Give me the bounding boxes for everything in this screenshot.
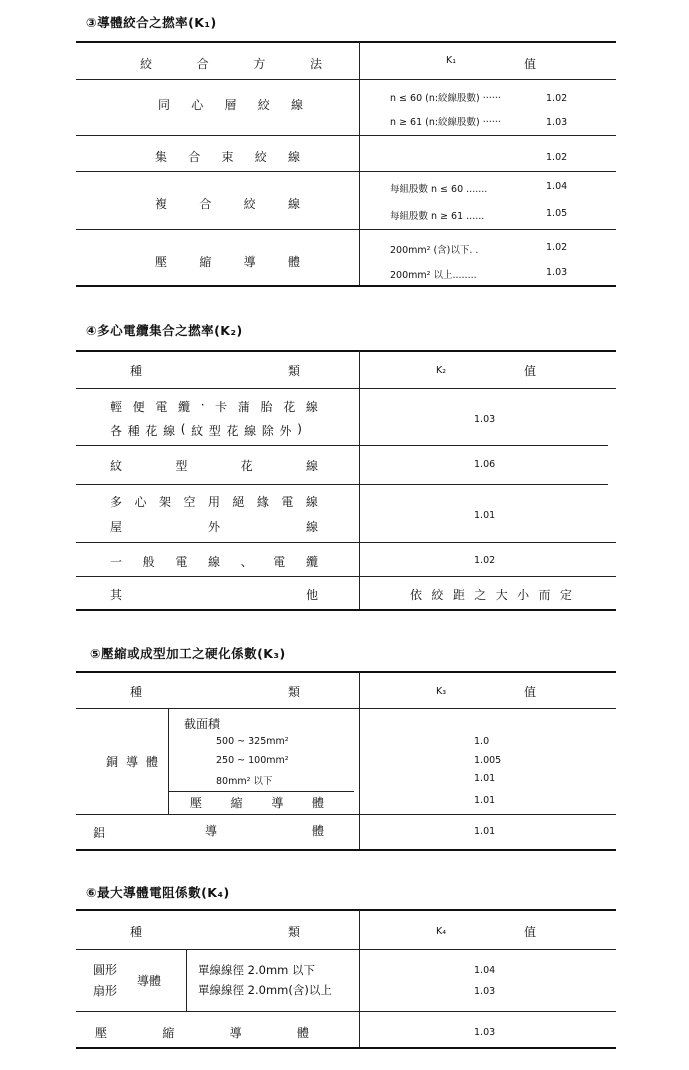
table2-header-value: 值 bbox=[524, 364, 537, 378]
table2-row5-val: 依 絞 距 之 大 小 而 定 bbox=[410, 588, 572, 602]
table1-row-rule bbox=[76, 171, 616, 172]
table3-compressed-label: 壓 縮 導 體 bbox=[190, 796, 324, 810]
table2-title: ④多心電纜集合之撚率(K₂) bbox=[86, 323, 243, 338]
table3-aluminum-val: 1.01 bbox=[474, 826, 496, 837]
table3-title: ⑤壓縮或成型加工之硬化係數(K₃) bbox=[90, 646, 286, 661]
table3-sub2-label: 250 ~ 100mm² bbox=[216, 755, 289, 766]
table1-header-value: 值 bbox=[524, 57, 537, 71]
table2-row2-val: 1.06 bbox=[474, 459, 496, 470]
table1-row2-val: 1.02 bbox=[546, 152, 568, 163]
table3-bottom-rule bbox=[76, 849, 616, 851]
table1-bottom-rule bbox=[76, 285, 616, 287]
table2-row3-kind1: 多 心 架 空 用 絕 緣 電 線 bbox=[110, 495, 318, 509]
table2-header-kind-b: 類 bbox=[288, 364, 301, 378]
table3-sub-divider bbox=[168, 709, 169, 815]
table4-conductor-label: 導體 bbox=[137, 974, 162, 988]
table2-header-kind-a: 種 bbox=[130, 364, 143, 378]
table1-top-rule bbox=[76, 41, 616, 43]
table1-row4-name: 壓 縮 導 體 bbox=[155, 255, 300, 269]
table2-row-rule bbox=[76, 484, 608, 485]
table3-header-kind-a: 種 bbox=[130, 685, 143, 699]
table2-column-divider bbox=[359, 351, 360, 610]
table1-row3-name: 複 合 絞 線 bbox=[155, 197, 300, 211]
table4-sub2-label: 單線線徑 2.0mm(含)以上 bbox=[198, 983, 332, 997]
table1-row1-val1: 1.02 bbox=[546, 93, 568, 104]
table3-aluminum-a: 鋁 bbox=[93, 826, 106, 840]
table2-row5-kind: 其 他 bbox=[110, 588, 318, 602]
table2-row2-kind: 紋 型 花 線 bbox=[110, 459, 318, 473]
table1-title: ③導體絞合之撚率(K₁) bbox=[86, 15, 217, 30]
table3-aluminum-b: 導 bbox=[205, 824, 218, 838]
table4-header-kind-b: 類 bbox=[288, 925, 301, 939]
table3-sub2-val: 1.005 bbox=[474, 755, 502, 766]
table4-round-label: 圓形 bbox=[93, 963, 118, 977]
table1-row-rule bbox=[76, 135, 616, 136]
table1-header-method: 絞 合 方 法 bbox=[140, 57, 322, 71]
table2-row1-kind2: 各 種 花 線 ( 紋 型 花 線 除 外 ) bbox=[110, 422, 302, 438]
table2-row4-val: 1.02 bbox=[474, 555, 496, 566]
table2-row1-val: 1.03 bbox=[474, 414, 496, 425]
table4-sub1-label: 單線線徑 2.0mm 以下 bbox=[198, 963, 316, 977]
table4-compressed-val: 1.03 bbox=[474, 1027, 496, 1038]
table1-row2-name: 集 合 束 絞 線 bbox=[155, 150, 300, 164]
table3-copper-label: 銅 導 體 bbox=[106, 755, 158, 769]
table4-sub1-val: 1.04 bbox=[474, 965, 496, 976]
table1-header-k: K₁ bbox=[446, 55, 457, 66]
table3-compressed-val: 1.01 bbox=[474, 795, 496, 806]
table2-row3-val: 1.01 bbox=[474, 510, 496, 521]
table3-header-k: K₃ bbox=[436, 686, 447, 697]
table3-sub1-val: 1.0 bbox=[474, 736, 490, 747]
table2-row1-kind1: 輕 便 電 纜 · 卡 蒲 胎 花 線 bbox=[110, 398, 318, 414]
table3-header-kind-b: 類 bbox=[288, 685, 301, 699]
table4-header-value: 值 bbox=[524, 925, 537, 939]
table1-row3-cond1: 每組股數 n ≤ 60 ....... bbox=[390, 184, 488, 195]
table3-sub-rule bbox=[168, 791, 354, 792]
table1-row1-val2: 1.03 bbox=[546, 117, 568, 128]
table4-header-k: K₄ bbox=[436, 926, 447, 937]
table4-row-rule bbox=[76, 1011, 616, 1012]
table2-top-rule bbox=[76, 350, 616, 352]
table3-sub3-val: 1.01 bbox=[474, 773, 496, 784]
table1-row1-name: 同 心 層 絞 線 bbox=[158, 98, 303, 112]
table3-row-rule bbox=[76, 814, 616, 815]
table4-sector-label: 扇形 bbox=[93, 984, 118, 998]
table1-row3-val1: 1.04 bbox=[546, 181, 568, 192]
table4-header-kind-a: 種 bbox=[130, 925, 143, 939]
table1-row4-val2: 1.03 bbox=[546, 267, 568, 278]
table3-header-value: 值 bbox=[524, 685, 537, 699]
table1-row4-val1: 1.02 bbox=[546, 242, 568, 253]
table4-title: ⑥最大導體電阻係數(K₄) bbox=[86, 885, 230, 900]
table2-header-k: K₂ bbox=[436, 365, 447, 376]
table2-header-rule bbox=[76, 388, 616, 389]
table2-row-rule bbox=[76, 542, 616, 543]
table4-sub-divider bbox=[186, 950, 187, 1011]
table3-column-divider bbox=[359, 672, 360, 850]
table2-row4-kind: 一 般 電 線 、 電 纜 bbox=[110, 555, 318, 569]
table1-row4-cond1: 200mm² (含)以下. . bbox=[390, 245, 479, 256]
table1-row4-cond2: 200mm² 以上........ bbox=[390, 270, 477, 281]
table1-header-rule bbox=[76, 79, 616, 80]
table4-sub2-val: 1.03 bbox=[474, 986, 496, 997]
table2-row3-kind2: 屋 外 線 bbox=[110, 520, 318, 534]
table4-bottom-rule bbox=[76, 1047, 616, 1049]
table2-row-rule bbox=[76, 445, 608, 446]
table3-area-label: 截面積 bbox=[184, 717, 221, 731]
table4-top-rule bbox=[76, 909, 616, 911]
table1-row1-cond1: n ≤ 60 (n:絞線股數) ······ bbox=[390, 93, 501, 104]
table2-row-rule bbox=[76, 576, 616, 577]
table1-row-rule bbox=[76, 229, 616, 230]
table3-top-rule bbox=[76, 671, 616, 673]
table4-header-rule bbox=[76, 949, 616, 950]
table4-compressed-label: 壓 縮 導 體 bbox=[95, 1026, 309, 1040]
table4-column-divider bbox=[359, 910, 360, 1047]
table2-bottom-rule bbox=[76, 609, 616, 611]
table1-row3-cond2: 每組股數 n ≥ 61 ...... bbox=[390, 211, 485, 222]
table3-aluminum-c: 體 bbox=[312, 824, 325, 838]
table1-row3-val2: 1.05 bbox=[546, 208, 568, 219]
table1-row1-cond2: n ≥ 61 (n:絞線股數) ······ bbox=[390, 117, 501, 128]
table3-header-rule bbox=[76, 708, 616, 709]
table3-sub3-label: 80mm² 以下 bbox=[216, 776, 273, 787]
table3-sub1-label: 500 ~ 325mm² bbox=[216, 736, 289, 747]
